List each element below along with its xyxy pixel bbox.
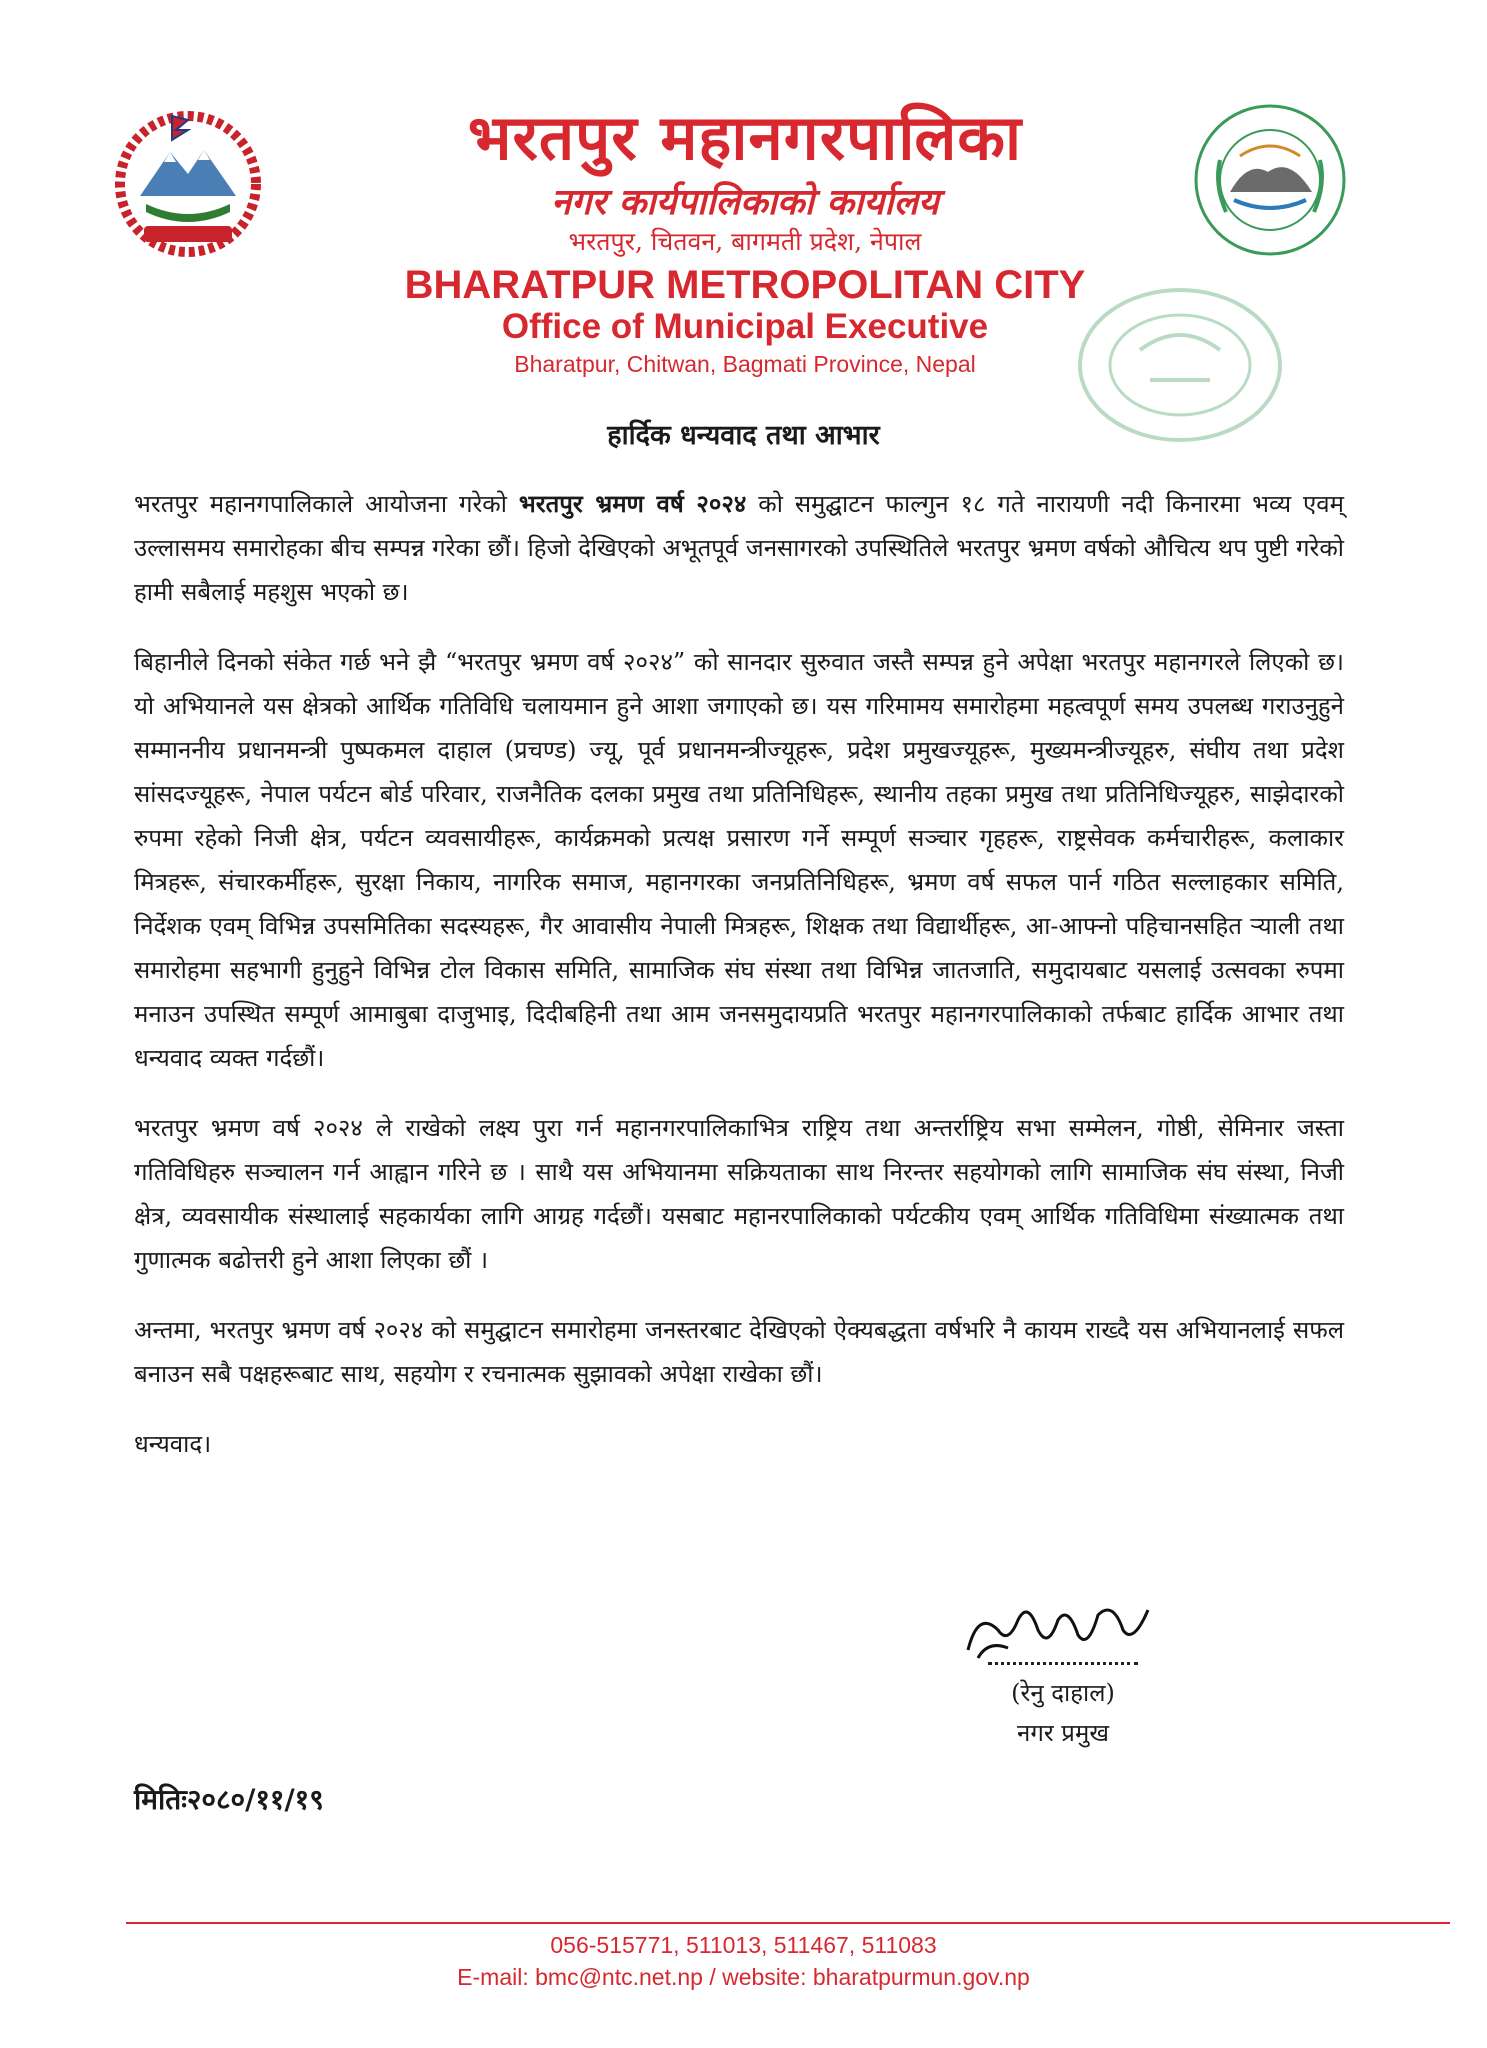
signatory-title: नगर प्रमुख — [1017, 1719, 1109, 1747]
office-subtitle-english: Office of Municipal Executive — [501, 307, 989, 346]
paragraph-1-bold: भरतपुर भ्रमण वर्ष २०२४ — [518, 489, 747, 518]
office-subtitle-nepali: नगर कार्यपालिकाको कार्यालय — [551, 181, 939, 223]
paragraph-1-text-a: भरतपुर महानगपालिकाले आयोजना गरेको — [134, 490, 519, 518]
letter-heading: हार्दिक धन्यवाद तथा आभार — [607, 420, 880, 451]
letter-date: मितिः२०८०/११/१९ — [134, 1783, 324, 1816]
signatory-name: (रेनु दाहाल) — [1011, 1679, 1115, 1707]
office-address-nepali: भरतपुर, चितवन, बागमती प्रदेश, नेपाल — [568, 227, 922, 256]
paragraph-3: भरतपुर भ्रमण वर्ष २०२४ ले राखेको लक्ष्य पुरा गर्न महानगरपालिकाभित्र राष्ट्रिय तथा अन्तर्राष्ट्रिय सभा सम्मेलन, गोष्ठी, सेमिनार जस्ता गतिविधिहरु सञ्चालन गर्न आह्वान गरिने छ । साथै यस अभियानमा सक्रियताका साथ निरन्तर सहयोगको लागि सामाजिक संघ संस्था, निजी क्षेत्र, व्यवसायीक संस्थालाई सहकार्यका लागि आग्रह गर्दछौं। यसबाट महानरपालिकाको पर्यटकीय एवम् आर्थिक गतिविधिमा संख्यात्मक तथा गुणात्मक बढोत्तरी हुने आशा लिएका छौं । — [134, 1114, 1344, 1274]
footer-divider — [126, 1922, 1450, 1924]
office-title-nepali: भरतपुर महानगरपालिका — [467, 101, 1023, 174]
bharatpur-metropolitan-city-seal-icon — [1190, 100, 1350, 260]
paragraph-1 — [134, 482, 1344, 614]
letter-body — [134, 482, 1344, 1492]
signature-block — [948, 1590, 1178, 1753]
signature-line — [988, 1658, 1138, 1665]
footer-contact: E-mail: bmc@ntc.net.np / website: bharatpurmun.gov.np — [457, 1964, 1030, 1990]
closing-text: धन्यवाद। — [134, 1430, 212, 1458]
office-title-english: BHARATPUR METROPOLITAN CITY — [404, 263, 1086, 307]
footer-phones: 056-515771, 511013, 511467, 511083 — [550, 1932, 937, 1958]
paragraph-4: अन्तमा, भरतपुर भ्रमण वर्ष २०२४ को समुद्घाटन समारोहमा जनस्तरबाट देखिएको ऐक्यबद्धता वर्षभरि नै कायम राख्दै यस अभियानलाई सफल बनाउन सबै पक्षहरूबाट साथ, सहयोग र रचनात्मक सुझावको अपेक्षा राखेका छौं। — [134, 1316, 1344, 1388]
office-address-english: Bharatpur, Chitwan, Bagmati Province, Nepal — [514, 351, 976, 377]
paragraph-2: बिहानीले दिनको संकेत गर्छ भने झै “भरतपुर भ्रमण वर्ष २०२४” को सानदार सुरुवात जस्तै सम्पन्न हुने अपेक्षा भरतपुर महानगरले लिएको छ। यो अभियानले यस क्षेत्रको आर्थिक गतिविधि चलायमान हुने आशा जगाएको छ। यस गरिमामय समारोहमा महत्वपूर्ण समय उपलब्ध गराउनुहुने सम्माननीय प्रधानमन्त्री पुष्पकमल दाहाल (प्रचण्ड) ज्यू, पूर्व प्रधानमन्त्रीज्यूहरू, प्रदेश प्रमुखज्यूहरू, मुख्यमन्त्रीज्यूहरु, संघीय तथा प्रदेश सांसदज्यूहरू, नेपाल पर्यटन बोर्ड परिवार, राजनैतिक दलका प्रमुख तथा प्रतिनिधिहरू, स्थानीय तहका प्रमुख तथा प्रतिनिधिज्यूहरु, साझेदारको रुपमा रहेको निजी क्षेत्र, पर्यटन व्यवसायीहरू, कार्यक्रमको प्रत्यक्ष प्रसारण गर्ने सम्पूर्ण सञ्चार गृहहरू, राष्ट्रसेवक कर्मचारीहरू, कलाकार मित्रहरू, संचारकर्मीहरू, सुरक्षा निकाय, नागरिक समाज, महानगरका जनप्रतिनिधिहरू, भ्रमण वर्ष सफल पार्न गठित सल्लाहकार समिति, निर्देशक एवम् विभिन्न उपसमितिका सदस्यहरू, गैर आवासीय नेपाली मित्रहरू, शिक्षक तथा विद्यार्थीहरू, आ-आफ्नो पहिचानसहित ऱ्याली तथा समारोहमा सहभागी हुनुहुने विभिन्न टोल विकास समिति, सामाजिक संघ संस्था तथा विभिन्न जातजाति, समुदायबाट यसलाई उत्सवका रुपमा मनाउन उपस्थित सम्पूर्ण आमाबुबा दाजुभाइ, दिदीबहिनी तथा आम जनसमुदायप्रति भरतपुर महानगरपालिकाको तर्फबाट हार्दिक आभार तथा धन्यवाद व्यक्त गर्दछौं। — [134, 648, 1344, 1072]
paragraph-1-text-b: को समुद्घाटन फाल्गुन १८ गते नारायणी नदी किनारमा भव्य एवम् उल्लासमय समारोहका बीच सम्पन्न गरेका छौं। हिजो देखिएको अभूतपूर्व जनसागरको उपस्थितिले भरतपुर भ्रमण वर्षको औचित्य थप पुष्टी गरेको हामी सबैलाई महशुस भएको छ। — [134, 490, 1344, 606]
nepal-government-emblem-icon — [108, 100, 268, 260]
